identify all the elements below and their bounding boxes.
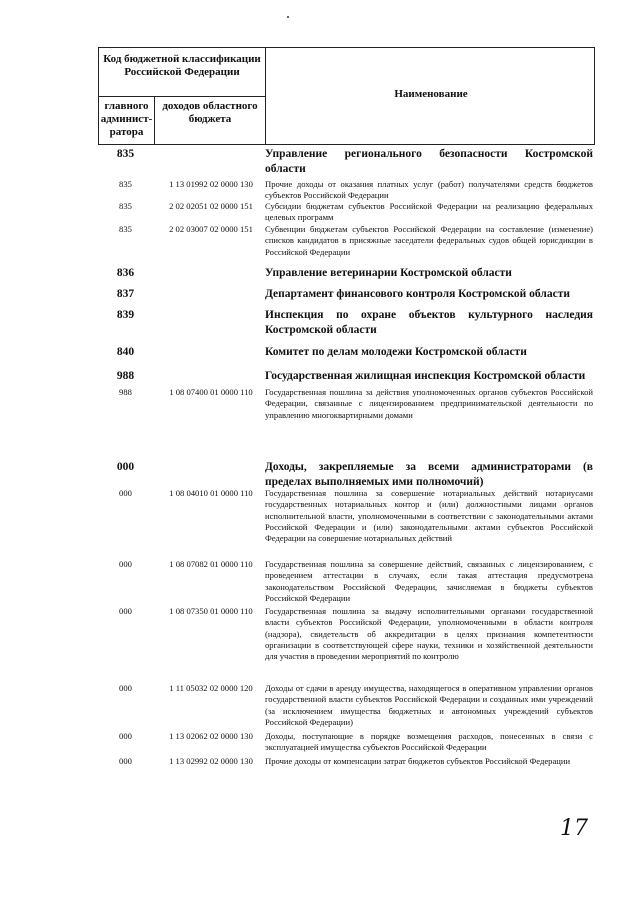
row-name: Государственная жилищная инспекция Костромской области — [265, 370, 586, 382]
budget-code-header: Код бюджетной классификации Российской Федерации — [103, 53, 261, 78]
row-name: Управление регионального безопасности Костромской области — [265, 148, 593, 175]
row-name: Государственная пошлина за совершение нотариальных действий нотариусами государственных нотариальных контор и (или) должностными лицами органов исполнительной власти, уполномоченными в соответствии с законодательными актами Российской Федерации и (или) законодательными актами субъектов Российской Федерации на совершение нотариальных действий — [265, 488, 593, 544]
income-column-header: доходов областного бюджета — [162, 100, 258, 125]
income-code: 1 13 02062 02 0000 130 — [169, 731, 253, 741]
admin-code: 988 — [119, 387, 132, 397]
row-name: Комитет по делам молодежи Костромской области — [265, 346, 527, 358]
admin-code: 835 — [119, 201, 132, 211]
admin-code: 835 — [116, 148, 135, 160]
income-code: 2 02 03007 02 0000 151 — [169, 224, 253, 234]
admin-code: 000 — [119, 606, 132, 616]
income-code: 1 08 07400 01 0000 110 — [169, 387, 253, 397]
row-name: Департамент финансового контроля Костромской области — [265, 288, 570, 300]
income-code: 1 13 01992 02 0000 130 — [169, 179, 253, 189]
income-code: 2 02 02051 02 0000 151 — [169, 201, 253, 211]
row-name: Государственная пошлина за действия уполномоченных органов субъектов Российской Федерации, связанные с лицензированием предпринимательской деятельности по управлению многоквартирными домами — [265, 387, 593, 420]
row-name: Государственная пошлина за совершение действий, связанных с лицензированием, с проведением аттестации в случаях, если такая аттестация предусмотрена законодательством Российской Федерации, зачисляемая в бюджеты субъектов Российской Федерации — [265, 559, 593, 603]
admin-code: 835 — [119, 224, 132, 234]
row-name: Государственная пошлина за выдачу исполнительными органами государственной власти субъектов Российской Федерации, уполномоченными в области контроля (надзора), свидетельств об аккредитации в целях признания компетентности организации в соответствующей сфере науки, техники и хозяйственной деятельности для участия в проведении мероприятий по контролю — [265, 606, 593, 662]
row-name: Субвенции бюджетам субъектов Российской Федерации на составление (изменение) списков кандидатов в присяжные заседатели федеральных судов общей юрисдикции в Российской Федерации — [265, 224, 593, 257]
income-code: 1 13 02992 02 0000 130 — [169, 756, 253, 766]
income-code: 1 08 07350 01 0000 110 — [169, 606, 253, 616]
admin-code: 000 — [119, 488, 132, 498]
admin-code: 988 — [116, 370, 135, 382]
scan-dot — [287, 16, 289, 18]
admin-code: 000 — [119, 731, 132, 741]
row-name: Инспекция по охране объектов культурного наследия Костромской области — [265, 309, 593, 336]
row-name: Управление ветеринарии Костромской области — [265, 267, 512, 279]
admin-code: 836 — [116, 267, 135, 279]
header-divider-horizontal — [99, 96, 265, 97]
admin-code: 000 — [119, 683, 132, 693]
income-code: 1 08 07082 01 0000 110 — [169, 559, 253, 569]
row-name: Доходы, поступающие в порядке возмещения расходов, понесенных в связи с эксплуатацией имущества субъектов Российской Федерации — [265, 731, 593, 753]
row-name: Доходы, закрепляемые за всеми администраторами (в пределах выполняемых ими полномочий) — [265, 461, 593, 488]
row-name: Прочие доходы от компенсации затрат бюджетов субъектов Российской Федерации — [265, 756, 571, 766]
admin-code: 000 — [119, 756, 132, 766]
income-code: 1 11 05032 02 0000 120 — [169, 683, 253, 693]
admin-column-header: главного админист-ратора — [100, 100, 153, 138]
admin-code: 840 — [116, 346, 135, 358]
table-header — [98, 47, 595, 145]
admin-code: 835 — [119, 179, 132, 189]
row-name: Прочие доходы от оказания платных услуг (работ) получателями средств бюджетов субъектов Российской Федерации — [265, 179, 593, 201]
income-code: 1 08 04010 01 0000 110 — [169, 488, 253, 498]
row-name: Субсидии бюджетам субъектов Российской Федерации на реализацию федеральных целевых программ — [265, 201, 593, 223]
page-number: 17 — [560, 816, 588, 841]
admin-code: 839 — [116, 309, 135, 321]
name-column-header: Наименование — [394, 88, 468, 100]
admin-code: 837 — [116, 288, 135, 300]
admin-code: 000 — [119, 559, 132, 569]
row-name: Доходы от сдачи в аренду имущества, находящегося в оперативном управлении органов государственной власти субъектов Российской Федерации и созданных ими учреждений (за исключением имущества бюджетных и автономных учреждений субъектов Российской Федерации) — [265, 683, 593, 727]
admin-code: 000 — [116, 461, 135, 473]
